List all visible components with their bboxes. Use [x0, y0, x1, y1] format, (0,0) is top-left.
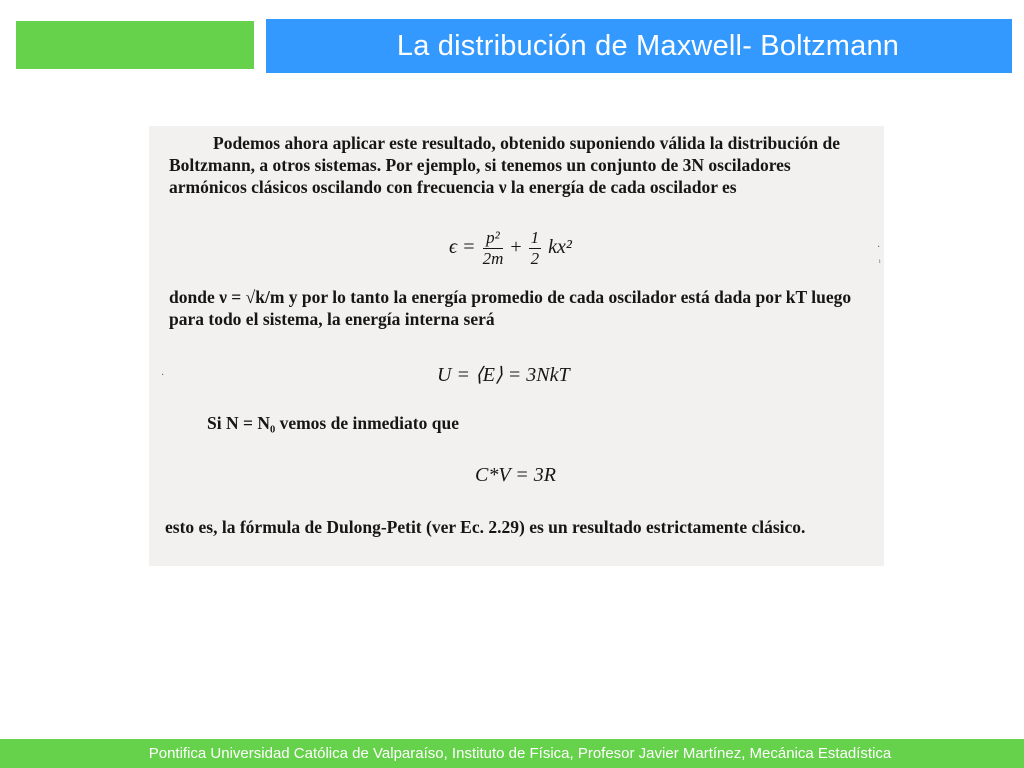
green-accent-block — [16, 21, 254, 69]
paragraph-intro: Podemos ahora aplicar este resultado, obtenido suponiendo válida la distribución de Boltzmann, a otros sistemas. Por ejemplo, si tenemos un conjunto de 3N osciladores armónicos clásicos oscilando con frecuencia ν la energía de cada oscilador es — [169, 133, 841, 197]
fraction-denominator: 2m — [482, 249, 504, 268]
scan-speck: · — [161, 370, 165, 381]
paragraph-conclusion: esto es, la fórmula de Dulong-Petit (ver Ec. 2.29) es un resultado estrictamente clásico. — [165, 517, 806, 537]
fraction-p2-2m — [483, 228, 504, 269]
equation-energy-lhs: ϵ = — [449, 236, 476, 259]
title-bar — [266, 19, 1012, 73]
equation-energy — [449, 228, 572, 269]
equation-internal-energy: U = ⟨E⟩ = 3NkT — [437, 364, 570, 386]
paragraph-if-n: Si N = N₀ vemos de inmediato que — [207, 413, 459, 433]
plus-sign: + — [510, 236, 522, 259]
fraction-numerator: p² — [483, 228, 504, 249]
footer-credits: Pontifica Universidad Católica de Valparaíso, Instituto de Física, Profesor Javier Martínez, Mecánica Estadística — [148, 745, 892, 762]
slide-title: La distribución de Maxwell- Boltzmann — [396, 29, 900, 62]
equation-heat-capacity: C*V = 3R — [475, 464, 556, 486]
paragraph-where: donde ν = √k/m y por lo tanto la energía promedio de cada oscilador está dada por kT luego para todo el sistema, la energía interna será — [169, 287, 852, 329]
footer-bar — [0, 739, 1024, 768]
fraction-one-half — [529, 228, 542, 269]
scan-speck: · — [877, 242, 881, 253]
fraction-numerator: 1 — [530, 228, 540, 247]
equation-energy-tail: kx² — [548, 236, 572, 259]
fraction-denominator: 2 — [530, 249, 540, 268]
scan-speck: ᵢ — [879, 254, 881, 265]
scanned-text-image — [149, 126, 884, 566]
